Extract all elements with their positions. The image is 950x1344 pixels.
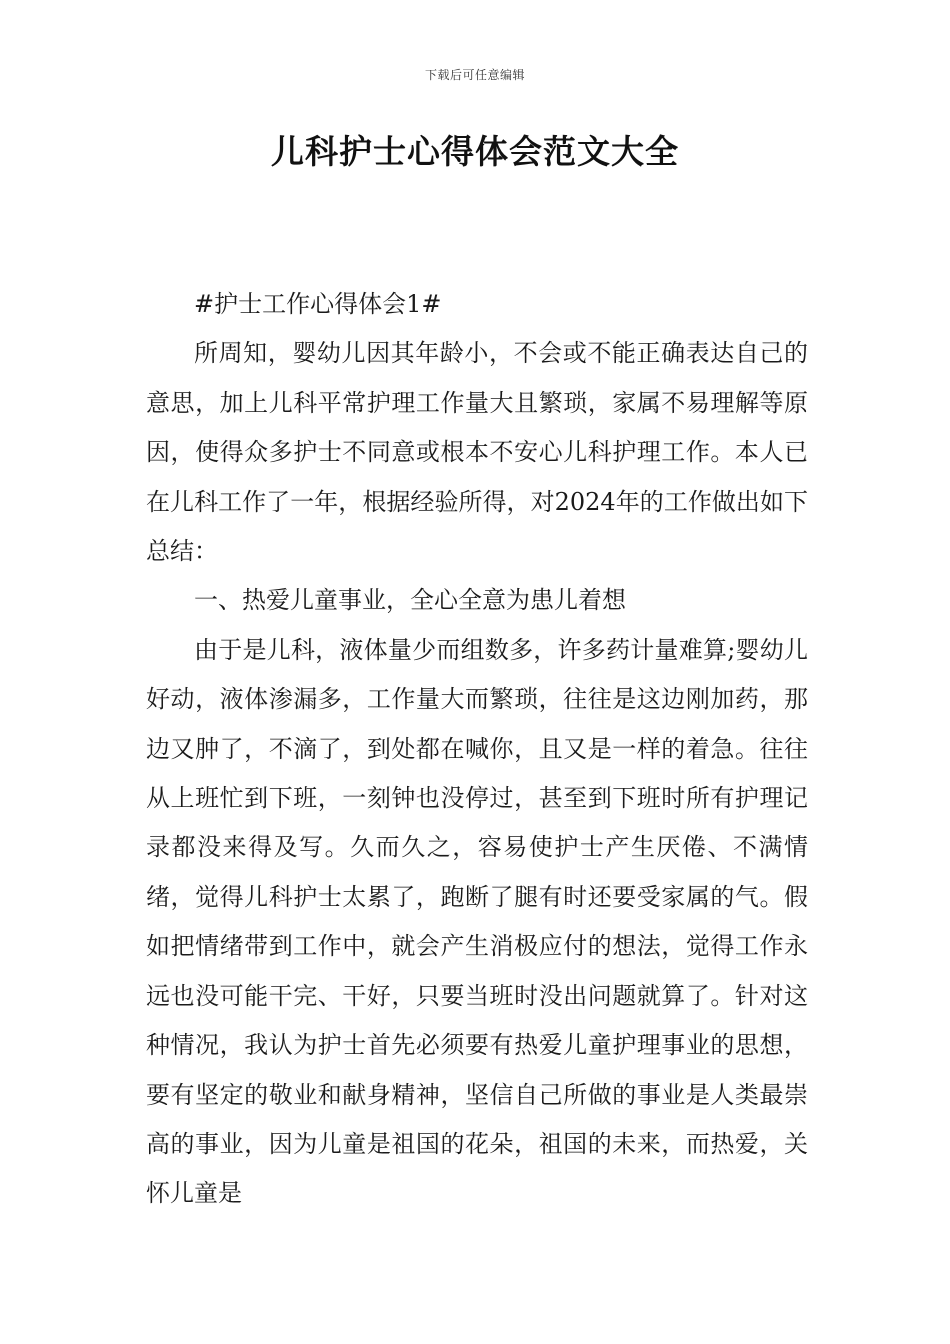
section-heading: #护士工作心得体会1#: [194, 290, 442, 318]
document-body: [146, 280, 808, 1219]
document-title: 儿科护士心得体会范文大全: [271, 132, 679, 171]
section-heading: 一、热爱儿童事业，全心全意为患儿着想: [194, 586, 626, 615]
paragraph: 由于是儿科，液体量少而组数多，许多药计量难算;婴幼儿好动，液体渗漏多，工作量大而繁琐，往往是这边刚加药，那边又肿了，不滴了，到处都在喊你，且又是一样的着急。往往从上班忙到下班，一刻钟也没停过，甚至到下班时所有护理记录都没来得及写。久而久之，容易使护士产生厌倦、不满情绪，觉得儿科护士太累了，跑断了腿有时还要受家属的气。假如把情绪带到工作中，就会产生消极应付的想法，觉得工作永远也没可能干完、干好，只要当班时没出问题就算了。针对这种情况，我认为护士首先必须要有热爱儿童护理事业的思想，要有坚定的敬业和献身精神，坚信自己所做的事业是人类最崇高的事业，因为儿童是祖国的花朵，祖国的未来，而热爱，关怀儿童是: [146, 635, 808, 1208]
paragraph: 所周知，婴幼儿因其年龄小，不会或不能正确表达自己的意思，加上儿科平常护理工作量大且繁琐，家属不易理解等原因，使得众多护士不同意或根本不安心儿科护理工作。本人已在儿科工作了一年，根据经验所得，对2024年的工作做出如下总结：: [146, 339, 808, 566]
header-note: 下载后可任意编辑: [424, 68, 525, 82]
